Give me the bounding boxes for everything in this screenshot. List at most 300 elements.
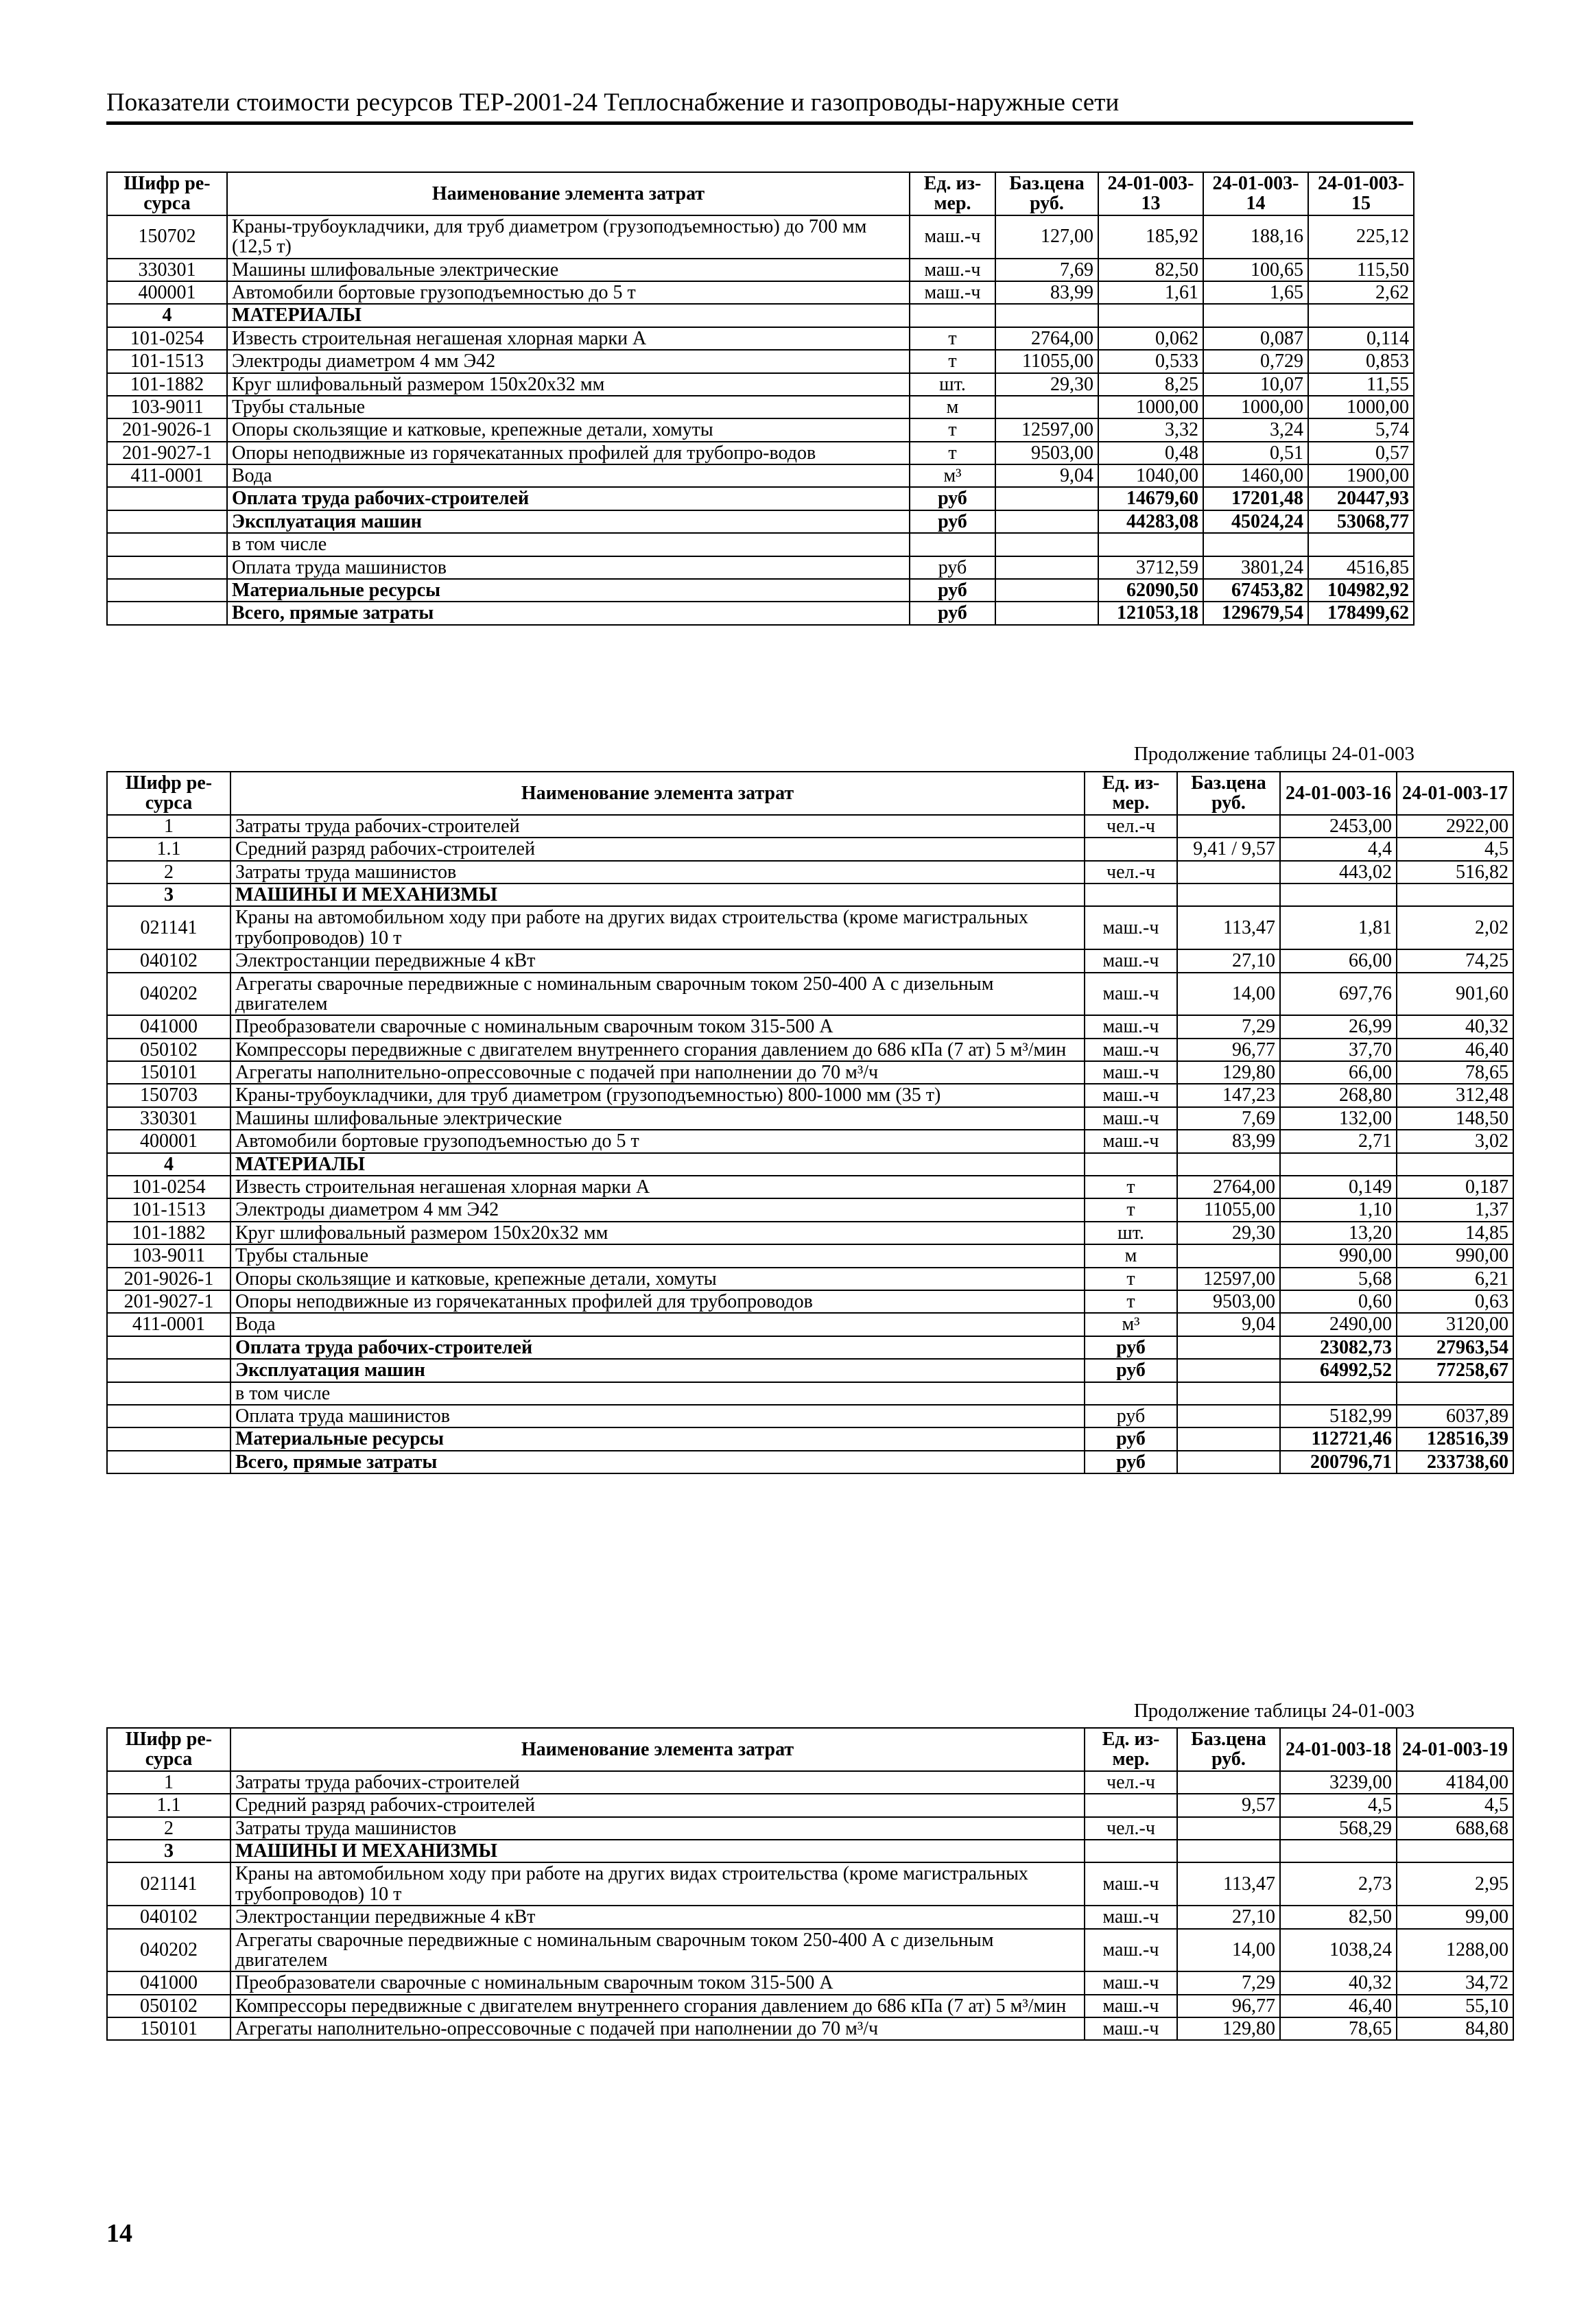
table-row: [107, 215, 1414, 259]
norm-value: 128516,39: [1397, 1427, 1513, 1450]
table-row: [107, 1929, 1513, 1972]
norm-value: 2,62: [1308, 281, 1414, 304]
resource-code: 101-1882: [107, 1222, 230, 1244]
norm-value: [1397, 1382, 1513, 1405]
cost-element-name: Известь строительная негашеная хлорная марки А: [230, 1176, 1085, 1198]
table-row: [107, 281, 1414, 304]
resource-table-3: [106, 1727, 1514, 2041]
cost-element-name: в том числе: [230, 1382, 1085, 1405]
cost-element-name: Затраты труда машинистов: [230, 1817, 1085, 1840]
unit: маш.-ч: [1085, 1107, 1177, 1130]
base-price: 9,57: [1177, 1794, 1280, 1816]
norm-value: 688,68: [1397, 1817, 1513, 1840]
table-row: [107, 1382, 1513, 1405]
norm-value: 2,95: [1397, 1862, 1513, 1906]
norm-value: 67453,82: [1203, 579, 1308, 602]
norm-value: 3,32: [1098, 418, 1203, 441]
cost-element-name: Эксплуатация машин: [230, 1359, 1085, 1382]
column-header: Баз.цена руб.: [1177, 772, 1280, 815]
resource-code: [107, 1336, 230, 1359]
base-price: 2764,00: [995, 327, 1098, 350]
norm-value: 0,63: [1397, 1290, 1513, 1313]
norm-value: 0,062: [1098, 327, 1203, 350]
resource-code: 103-9011: [107, 1244, 230, 1267]
cost-element-name: Электроды диаметром 4 мм Э42: [227, 350, 910, 372]
resource-code: 050102: [107, 1039, 230, 1061]
cost-element-name: Краны-трубоукладчики, для труб диаметром (грузоподъемностью) до 700 мм (12,5 т): [227, 215, 910, 259]
norm-value: 443,02: [1280, 861, 1397, 884]
unit: маш.-ч: [1085, 949, 1177, 972]
cost-element-name: Агрегаты наполнительно-опрессовочные с подачей при наполнении до 70 м³/ч: [230, 1061, 1085, 1084]
resource-code: 3: [107, 1840, 230, 1862]
table-row: [107, 1039, 1513, 1061]
unit: маш.-ч: [910, 281, 995, 304]
norm-value: 46,40: [1397, 1039, 1513, 1061]
norm-value: 6037,89: [1397, 1405, 1513, 1427]
unit: т: [1085, 1198, 1177, 1221]
unit: маш.-ч: [1085, 906, 1177, 949]
base-price: [1177, 1359, 1280, 1382]
cost-element-name: Автомобили бортовые грузоподъемностью до 5 т: [227, 281, 910, 304]
table-row: [107, 327, 1414, 350]
column-header: Шифр ре-сурса: [107, 772, 230, 815]
resource-code: [107, 1382, 230, 1405]
unit: [1085, 1382, 1177, 1405]
norm-value: 40,32: [1397, 1015, 1513, 1038]
cost-element-name: Трубы стальные: [227, 396, 910, 418]
norm-value: 312,48: [1397, 1084, 1513, 1106]
norm-value: 3120,00: [1397, 1313, 1513, 1336]
table-row: [107, 1971, 1513, 1994]
unit: т: [910, 327, 995, 350]
cost-element-name: Краны на автомобильном ходу при работе на других видах строительства (кроме магистральных трубопроводов) 10 т: [230, 906, 1085, 949]
cost-element-name: Оплата труда рабочих-строителей: [230, 1336, 1085, 1359]
base-price: [1177, 1382, 1280, 1405]
norm-value: 4516,85: [1308, 556, 1414, 579]
column-header: Ед. из-мер.: [1085, 772, 1177, 815]
norm-value: 990,00: [1397, 1244, 1513, 1267]
column-header: Баз.цена руб.: [1177, 1728, 1280, 1771]
norm-value: [1397, 1840, 1513, 1862]
base-price: 12597,00: [995, 418, 1098, 441]
column-header: Баз.цена руб.: [995, 172, 1098, 215]
norm-value: 0,48: [1098, 442, 1203, 464]
unit: маш.-ч: [1085, 1061, 1177, 1084]
resource-code: 1: [107, 815, 230, 838]
base-price: 29,30: [1177, 1222, 1280, 1244]
base-price: 2764,00: [1177, 1176, 1280, 1198]
norm-value: 78,65: [1280, 2017, 1397, 2040]
base-price: 14,00: [1177, 1929, 1280, 1972]
unit: руб: [910, 487, 995, 510]
norm-value: 185,92: [1098, 215, 1203, 259]
resource-code: [107, 510, 227, 533]
norm-value: 4184,00: [1397, 1771, 1513, 1794]
base-price: [995, 510, 1098, 533]
unit: маш.-ч: [1085, 1906, 1177, 1928]
unit: маш.-ч: [1085, 1995, 1177, 2017]
cost-element-name: Агрегаты сварочные передвижные с номинальным сварочным током 250-400 А с дизельным двигателем: [230, 973, 1085, 1016]
base-price: 27,10: [1177, 949, 1280, 972]
norm-value: 27963,54: [1397, 1336, 1513, 1359]
resource-code: 201-9027-1: [107, 442, 227, 464]
norm-value: 104982,92: [1308, 579, 1414, 602]
resource-code: 050102: [107, 1995, 230, 2017]
base-price: 129,80: [1177, 2017, 1280, 2040]
table-row: [107, 1794, 1513, 1816]
unit: [1085, 838, 1177, 860]
base-price: [1177, 1427, 1280, 1450]
norm-value: 2,73: [1280, 1862, 1397, 1906]
base-price: [1177, 1817, 1280, 1840]
norm-value: 1040,00: [1098, 464, 1203, 487]
resource-code: 2: [107, 1817, 230, 1840]
norm-value: 84,80: [1397, 2017, 1513, 2040]
norm-value: 4,4: [1280, 838, 1397, 860]
norm-value: 5,68: [1280, 1268, 1397, 1290]
norm-value: 3801,24: [1203, 556, 1308, 579]
norm-value: [1098, 533, 1203, 556]
unit: руб: [910, 510, 995, 533]
base-price: 27,10: [1177, 1906, 1280, 1928]
table-row: [107, 2017, 1513, 2040]
unit: чел.-ч: [1085, 1817, 1177, 1840]
norm-value: [1280, 1382, 1397, 1405]
norm-value: 225,12: [1308, 215, 1414, 259]
norm-value: 74,25: [1397, 949, 1513, 972]
base-price: 7,69: [995, 259, 1098, 281]
norm-value: 23082,73: [1280, 1336, 1397, 1359]
norm-value: 11,55: [1308, 373, 1414, 396]
cost-element-name: Электростанции передвижные 4 кВт: [230, 949, 1085, 972]
column-header: 24-01-003-13: [1098, 172, 1203, 215]
unit: [1085, 1840, 1177, 1862]
resource-code: [107, 1359, 230, 1382]
norm-value: 26,99: [1280, 1015, 1397, 1038]
base-price: 129,80: [1177, 1061, 1280, 1084]
norm-value: 200796,71: [1280, 1451, 1397, 1473]
cost-element-name: Машины шлифовальные электрические: [230, 1107, 1085, 1130]
unit: [910, 304, 995, 327]
base-price: 96,77: [1177, 1995, 1280, 2017]
table-row: [107, 1015, 1513, 1038]
resource-code: [107, 1427, 230, 1450]
cost-element-name: Средний разряд рабочих-строителей: [230, 838, 1085, 860]
base-price: 9,04: [995, 464, 1098, 487]
cost-element-name: МАТЕРИАЛЫ: [227, 304, 910, 327]
norm-value: 99,00: [1397, 1906, 1513, 1928]
resource-code: [107, 1451, 230, 1473]
norm-value: 46,40: [1280, 1995, 1397, 2017]
unit: чел.-ч: [1085, 815, 1177, 838]
norm-value: 178499,62: [1308, 602, 1414, 624]
table-row: [107, 1084, 1513, 1106]
resource-code: [107, 533, 227, 556]
norm-value: 0,114: [1308, 327, 1414, 350]
cost-element-name: Агрегаты сварочные передвижные с номинальным сварочным током 250-400 А с дизельным двигателем: [230, 1929, 1085, 1972]
table-row: [107, 442, 1414, 464]
norm-value: 5182,99: [1280, 1405, 1397, 1427]
resource-code: 4: [107, 1153, 230, 1176]
cost-element-name: МАШИНЫ И МЕХАНИЗМЫ: [230, 1840, 1085, 1862]
column-header: 24-01-003-19: [1397, 1728, 1513, 1771]
resource-code: [107, 556, 227, 579]
cost-element-name: Преобразователи сварочные с номинальным сварочным током 315-500 А: [230, 1015, 1085, 1038]
cost-element-name: Затраты труда машинистов: [230, 861, 1085, 884]
norm-value: 0,187: [1397, 1176, 1513, 1198]
resource-code: 1: [107, 1771, 230, 1794]
resource-code: 150101: [107, 2017, 230, 2040]
base-price: 14,00: [1177, 973, 1280, 1016]
base-price: [995, 396, 1098, 418]
column-header: 24-01-003-14: [1203, 172, 1308, 215]
norm-value: 62090,50: [1098, 579, 1203, 602]
table-row: [107, 1906, 1513, 1928]
base-price: [1177, 861, 1280, 884]
column-header: Наименование элемента затрат: [230, 772, 1085, 815]
unit: м: [1085, 1244, 1177, 1267]
unit: маш.-ч: [910, 215, 995, 259]
resource-code: 330301: [107, 259, 227, 281]
table-row: [107, 949, 1513, 972]
column-header: Шифр ре-сурса: [107, 172, 227, 215]
table-row: [107, 510, 1414, 533]
table-row: [107, 373, 1414, 396]
norm-value: [1397, 1153, 1513, 1176]
table-row: [107, 1995, 1513, 2017]
cost-element-name: Оплата труда рабочих-строителей: [227, 487, 910, 510]
unit: маш.-ч: [1085, 2017, 1177, 2040]
table-row: [107, 1336, 1513, 1359]
base-price: [1177, 1451, 1280, 1473]
resource-code: 411-0001: [107, 1313, 230, 1336]
table-row: [107, 1359, 1513, 1382]
resource-code: 400001: [107, 281, 227, 304]
resource-table-2: [106, 771, 1514, 1474]
resource-code: 040102: [107, 949, 230, 972]
resource-code: 040102: [107, 1906, 230, 1928]
table-row: [107, 1405, 1513, 1427]
base-price: [995, 533, 1098, 556]
norm-value: 8,25: [1098, 373, 1203, 396]
base-price: [995, 304, 1098, 327]
norm-value: 188,16: [1203, 215, 1308, 259]
norm-value: 64992,52: [1280, 1359, 1397, 1382]
table-row: [107, 838, 1513, 860]
table-header-row: [107, 772, 1513, 815]
norm-value: 10,07: [1203, 373, 1308, 396]
norm-value: 37,70: [1280, 1039, 1397, 1061]
resource-code: 411-0001: [107, 464, 227, 487]
resource-code: 021141: [107, 906, 230, 949]
unit: руб: [1085, 1359, 1177, 1382]
table-row: [107, 1290, 1513, 1313]
cost-element-name: Материальные ресурсы: [227, 579, 910, 602]
unit: т: [910, 418, 995, 441]
unit: [1085, 884, 1177, 906]
table-row: [107, 1244, 1513, 1267]
table-row: [107, 1451, 1513, 1473]
base-price: [1177, 815, 1280, 838]
unit: [1085, 1153, 1177, 1176]
table-row: [107, 884, 1513, 906]
cost-element-name: Краны на автомобильном ходу при работе на других видах строительства (кроме магистральных трубопроводов) 10 т: [230, 1862, 1085, 1906]
resource-code: 1.1: [107, 838, 230, 860]
norm-value: 901,60: [1397, 973, 1513, 1016]
norm-value: 13,20: [1280, 1222, 1397, 1244]
norm-value: [1098, 304, 1203, 327]
unit: маш.-ч: [1085, 1084, 1177, 1106]
resource-code: 1.1: [107, 1794, 230, 1816]
resource-code: 021141: [107, 1862, 230, 1906]
table-row: [107, 579, 1414, 602]
resource-code: 3: [107, 884, 230, 906]
resource-code: 101-1513: [107, 1198, 230, 1221]
table-row: [107, 815, 1513, 838]
norm-value: 1038,24: [1280, 1929, 1397, 1972]
unit: т: [1085, 1290, 1177, 1313]
cost-element-name: Опоры неподвижные из горячекатанных профилей для трубопро-водов: [227, 442, 910, 464]
unit: шт.: [910, 373, 995, 396]
column-header: Ед. из-мер.: [1085, 1728, 1177, 1771]
base-price: 7,29: [1177, 1971, 1280, 1994]
resource-code: 201-9027-1: [107, 1290, 230, 1313]
cost-element-name: Автомобили бортовые грузоподъемностью до 5 т: [230, 1130, 1085, 1152]
norm-value: 0,51: [1203, 442, 1308, 464]
page-number: 14: [106, 2219, 132, 2248]
unit: руб: [1085, 1427, 1177, 1450]
norm-value: 0,729: [1203, 350, 1308, 372]
norm-value: 1,81: [1280, 906, 1397, 949]
norm-value: 1288,00: [1397, 1929, 1513, 1972]
norm-value: [1308, 533, 1414, 556]
resource-code: 101-1513: [107, 350, 227, 372]
resource-code: 041000: [107, 1015, 230, 1038]
norm-value: 516,82: [1397, 861, 1513, 884]
unit: маш.-ч: [1085, 1015, 1177, 1038]
cost-element-name: Материальные ресурсы: [230, 1427, 1085, 1450]
unit: маш.-ч: [1085, 1130, 1177, 1152]
unit: чел.-ч: [1085, 1771, 1177, 1794]
norm-value: 100,65: [1203, 259, 1308, 281]
norm-value: 3712,59: [1098, 556, 1203, 579]
resource-code: [107, 487, 227, 510]
cost-element-name: Машины шлифовальные электрические: [227, 259, 910, 281]
table-row: [107, 1771, 1513, 1794]
norm-value: 1,10: [1280, 1198, 1397, 1221]
norm-value: 1,61: [1098, 281, 1203, 304]
table-row: [107, 973, 1513, 1016]
unit: маш.-ч: [1085, 1971, 1177, 1994]
column-header: 24-01-003-16: [1280, 772, 1397, 815]
table-row: [107, 1222, 1513, 1244]
base-price: 113,47: [1177, 906, 1280, 949]
cost-element-name: Вода: [227, 464, 910, 487]
base-price: 96,77: [1177, 1039, 1280, 1061]
cost-element-name: Затраты труда рабочих-строителей: [230, 815, 1085, 838]
cost-element-name: Опоры скользящие и катковые, крепежные детали, хомуты: [227, 418, 910, 441]
norm-value: 4,5: [1397, 838, 1513, 860]
norm-value: 14679,60: [1098, 487, 1203, 510]
resource-table-1: [106, 171, 1415, 626]
norm-value: 4,5: [1280, 1794, 1397, 1816]
table-row: [107, 1130, 1513, 1152]
base-price: 7,69: [1177, 1107, 1280, 1130]
resource-code: [107, 579, 227, 602]
table-row: [107, 396, 1414, 418]
table-row: [107, 1268, 1513, 1290]
base-price: 11055,00: [1177, 1198, 1280, 1221]
cost-element-name: Компрессоры передвижные с двигателем внутреннего сгорания давлением до 686 кПа (7 ат) 5 м³/мин: [230, 1995, 1085, 2017]
norm-value: 55,10: [1397, 1995, 1513, 2017]
base-price: [1177, 1336, 1280, 1359]
base-price: [995, 602, 1098, 624]
unit: маш.-ч: [1085, 973, 1177, 1016]
unit: руб: [1085, 1336, 1177, 1359]
resource-code: [107, 602, 227, 624]
norm-value: 0,533: [1098, 350, 1203, 372]
base-price: [1177, 884, 1280, 906]
resource-code: 330301: [107, 1107, 230, 1130]
norm-value: 0,149: [1280, 1176, 1397, 1198]
unit: руб: [1085, 1451, 1177, 1473]
table-row: [107, 861, 1513, 884]
base-price: 9503,00: [995, 442, 1098, 464]
norm-value: 4,5: [1397, 1794, 1513, 1816]
unit: м³: [1085, 1313, 1177, 1336]
table-row: [107, 418, 1414, 441]
cost-element-name: Всего, прямые затраты: [227, 602, 910, 624]
norm-value: 1,65: [1203, 281, 1308, 304]
norm-value: [1308, 304, 1414, 327]
table-continuation-label: Продолжение таблицы 24-01-003: [1133, 1700, 1415, 1722]
norm-value: [1280, 884, 1397, 906]
norm-value: 1900,00: [1308, 464, 1414, 487]
cost-element-name: в том числе: [227, 533, 910, 556]
cost-element-name: Опоры скользящие и катковые, крепежные детали, хомуты: [230, 1268, 1085, 1290]
resource-code: 4: [107, 304, 227, 327]
norm-value: 5,74: [1308, 418, 1414, 441]
table-row: [107, 1862, 1513, 1906]
table-row: [107, 556, 1414, 579]
column-header: 24-01-003-15: [1308, 172, 1414, 215]
cost-element-name: Круг шлифовальный размером 150х20х32 мм: [230, 1222, 1085, 1244]
table-row: [107, 1313, 1513, 1336]
unit: т: [910, 350, 995, 372]
table-row: [107, 350, 1414, 372]
unit: чел.-ч: [1085, 861, 1177, 884]
base-price: [1177, 1405, 1280, 1427]
norm-value: 44283,08: [1098, 510, 1203, 533]
norm-value: 78,65: [1397, 1061, 1513, 1084]
unit: маш.-ч: [1085, 1039, 1177, 1061]
norm-value: 233738,60: [1397, 1451, 1513, 1473]
norm-value: 2453,00: [1280, 815, 1397, 838]
norm-value: 66,00: [1280, 949, 1397, 972]
cost-element-name: Эксплуатация машин: [227, 510, 910, 533]
table-row: [107, 1817, 1513, 1840]
base-price: [1177, 1244, 1280, 1267]
unit: маш.-ч: [1085, 1862, 1177, 1906]
norm-value: [1280, 1153, 1397, 1176]
norm-value: 3,24: [1203, 418, 1308, 441]
norm-value: 132,00: [1280, 1107, 1397, 1130]
unit: маш.-ч: [1085, 1929, 1177, 1972]
cost-element-name: Круг шлифовальный размером 150х20х32 мм: [227, 373, 910, 396]
base-price: 83,99: [995, 281, 1098, 304]
table-row: [107, 906, 1513, 949]
resource-code: 2: [107, 861, 230, 884]
